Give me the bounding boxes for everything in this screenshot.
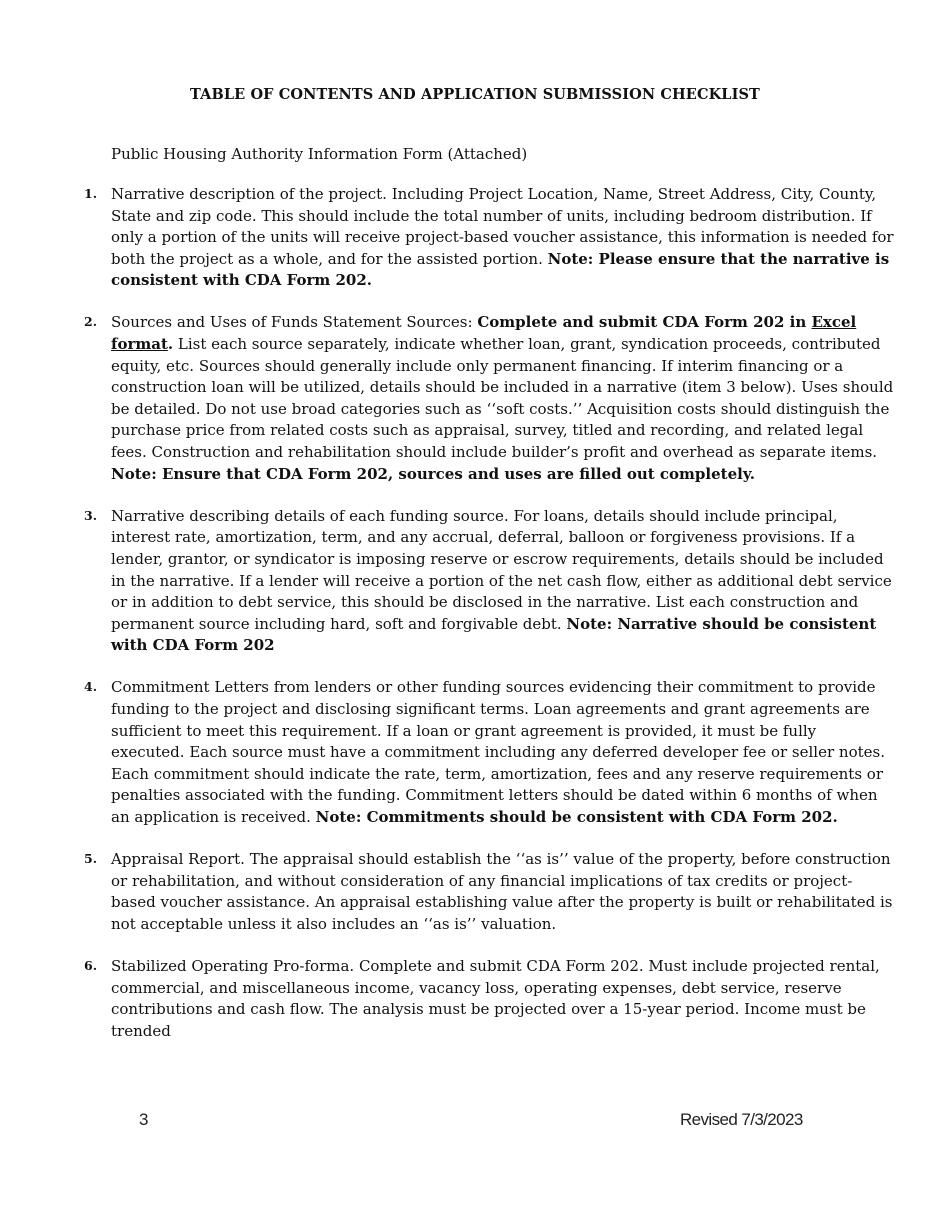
item-text bbox=[111, 849, 894, 935]
page-number: 3 bbox=[139, 1110, 149, 1129]
item-note: Note: Commitments should be consistent with CDA Form 202. bbox=[315, 807, 838, 826]
item-text bbox=[111, 312, 894, 485]
checklist-item-5 bbox=[0, 849, 950, 935]
item-number: 4. bbox=[84, 679, 98, 695]
item-lead-bold: Complete and submit CDA Form 202 in bbox=[477, 313, 812, 332]
item-lead: Sources and Uses of Funds Statement Sources: bbox=[111, 313, 478, 332]
item-number: 6. bbox=[84, 957, 98, 973]
item-text bbox=[111, 184, 894, 292]
item-body: Narrative description of the project. Including Project Location, Name, Street Address, City, County, State and zip code. This should include the total number of units, including bedroom distribution. If only a portion of the units will receive project-based voucher assistance, this information is needed for both the project as a whole, and for the assisted portion. bbox=[111, 185, 894, 268]
item-number: 5. bbox=[84, 851, 98, 867]
item-body: Stabilized Operating Pro-forma. Complete and submit CDA Form 202. Must include projected rental, commercial, and miscellaneous income, vacancy loss, operating expenses, debt service, reserve contributions and cash flow. The analysis must be projected over a 15-year period. Income must be trended bbox=[111, 956, 880, 1040]
item-number: 2. bbox=[84, 314, 98, 330]
item-body: List each source separately, indicate whether loan, grant, syndication proceeds, contributed equity, etc. Sources should generally include only permanent financing. If interim financing or a construction loan will be utilized, details should be included in a narrative (item 3 below). Uses should be detailed. Do not use broad categories such as ‘‘soft costs.’’ Acquisition costs should distinguish the purchase price from related costs such as appraisal, survey, titled and recording, and related legal fees. Construction and rehabilitation should include builder’s profit and overhead as separate items. bbox=[111, 335, 894, 462]
revision-date: Revised 7/3/2023 bbox=[680, 1110, 803, 1129]
item-body: Narrative describing details of each funding source. For loans, details should include principal, interest rate, amortization, term, and any accrual, deferral, balloon or forgiveness provisions. If a lender, grantor, or syndicator is imposing reserve or escrow requirements, details should be included in the narrative. If a lender will receive a portion of the net cash flow, either as additional debt service or in addition to debt service, this should be disclosed in the narrative. List each construction and permanent source including hard, soft and forgivable debt. bbox=[111, 506, 892, 633]
item-text bbox=[111, 956, 894, 1042]
item-text bbox=[111, 677, 894, 828]
item-number: 1. bbox=[84, 186, 98, 201]
item-text bbox=[111, 506, 894, 657]
item-number: 3. bbox=[84, 507, 98, 523]
checklist bbox=[0, 184, 950, 1063]
item-body: Commitment Letters from lenders or other funding sources evidencing their commitment to provide funding to the project and disclosing significant terms. Loan agreements and grant agreements are sufficient to meet this requirement. If a loan or grant agreement is provided, it must be fully executed. Each source must have a commitment including any deferred developer fee or seller notes. Each commitment should indicate the rate, term, amortization, fees and any reserve requirements or penalties associated with the funding. Commitment letters should be dated within 6 months of when an application is received. bbox=[111, 678, 885, 826]
checklist-item-1 bbox=[0, 184, 950, 292]
item-lead-bold-end: . bbox=[167, 335, 174, 354]
excel-format-emphasis: Excel format bbox=[111, 313, 857, 354]
item-body: Appraisal Report. The appraisal should establish the ‘‘as is’’ value of the property, before construction or rehabilitation, and without consideration of any financial implications of tax credits or project- based voucher assistance. An appraisal establishing value after the property is built or rehabilitated is not acceptable unless it also includes an ‘‘as is’’ valuation. bbox=[111, 850, 893, 933]
checklist-item-4 bbox=[0, 677, 950, 828]
page-title: TABLE OF CONTENTS AND APPLICATION SUBMISSION CHECKLIST bbox=[190, 86, 760, 103]
item-note: Note: Ensure that CDA Form 202, sources and uses are filled out completely. bbox=[111, 464, 756, 483]
checklist-item-6 bbox=[0, 956, 950, 1042]
intro-line: Public Housing Authority Information Form (Attached) bbox=[111, 145, 528, 163]
item-note: Note: Narrative should be consistent with CDA Form 202 bbox=[111, 614, 877, 655]
checklist-item-2 bbox=[0, 312, 950, 485]
item-note: Note: Please ensure that the narrative is consistent with CDA Form 202. bbox=[111, 249, 890, 290]
checklist-item-3 bbox=[0, 506, 950, 657]
